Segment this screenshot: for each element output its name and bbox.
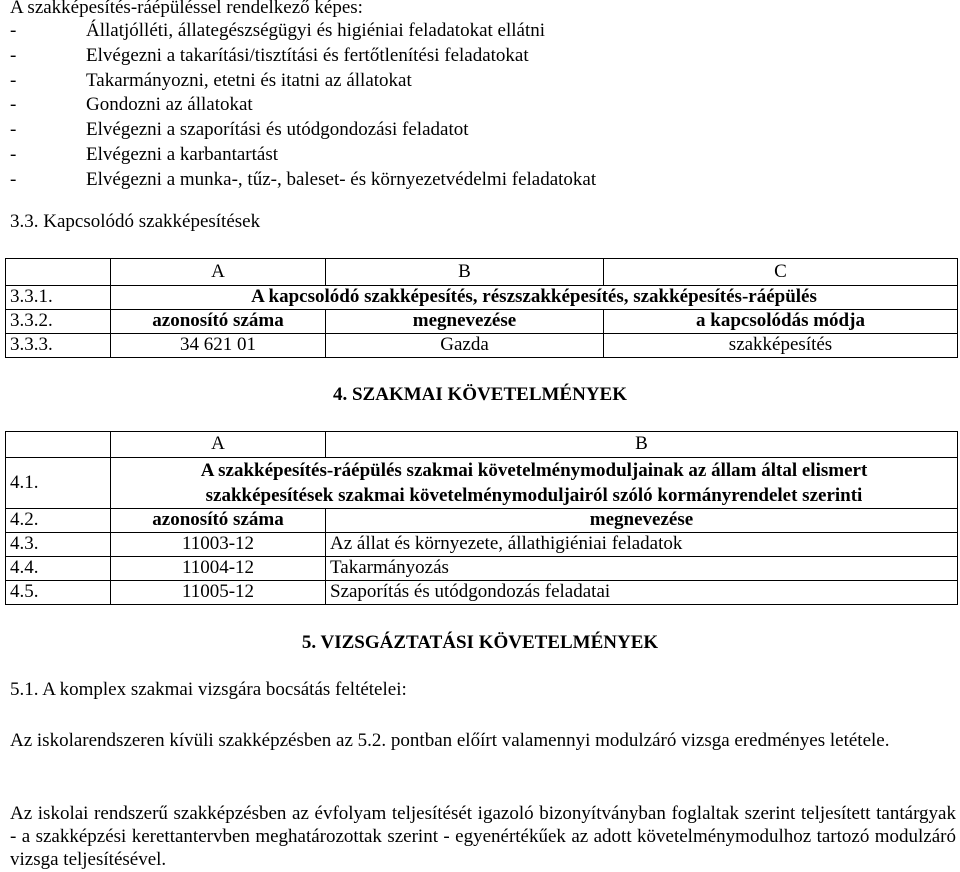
table-row: [6, 259, 958, 286]
table-row: [6, 509, 958, 533]
row-number: 4.3.: [6, 533, 111, 557]
row-number: 4.4.: [6, 557, 111, 581]
section-5-heading: 5. VIZSGÁZTATÁSI KÖVETELMÉNYEK: [301, 632, 659, 653]
table-caption: A kapcsolódó szakképesítés, részszakképesítés, szakképesítés-ráépülés: [111, 286, 958, 310]
table-row: [6, 310, 958, 334]
column-letter: A: [111, 432, 326, 458]
professional-requirements-table: [5, 431, 958, 605]
table-cell: szakképesítés: [604, 334, 958, 358]
table-caption: A szakképesítés-ráépülés szakmai követelménymoduljainak az állam által elismert szakképesítések szakmai követelménymoduljairól szóló kormányrendelet szerinti: [111, 458, 958, 509]
column-header: megnevezése: [326, 310, 604, 334]
row-number: 3.3.3.: [6, 334, 111, 358]
module-name: Az állat és környezete, állathigiéniai feladatok: [326, 533, 958, 557]
table-cell: Gazda: [326, 334, 604, 358]
table-row: [6, 286, 958, 310]
row-number: 3.3.1.: [6, 286, 111, 310]
related-qualifications-table: [5, 258, 958, 358]
table-cell: 34 621 01: [111, 334, 326, 358]
row-number: 3.3.2.: [6, 310, 111, 334]
table-row: [6, 458, 958, 509]
module-code: 11003-12: [111, 533, 326, 557]
module-name: Szaporítás és utódgondozás feladatai: [326, 581, 958, 605]
column-header: megnevezése: [326, 509, 958, 533]
module-name: Takarmányozás: [326, 557, 958, 581]
column-header: azonosító száma: [111, 310, 326, 334]
row-number: 4.1.: [6, 458, 111, 509]
section-5-1-heading: 5.1. A komplex szakmai vizsgára bocsátás feltételei:: [10, 679, 407, 700]
table-row: [6, 334, 958, 358]
row-number: 4.2.: [6, 509, 111, 533]
column-header: a kapcsolódás módja: [604, 310, 958, 334]
section-3-3-heading: 3.3. Kapcsolódó szakképesítések: [10, 211, 261, 232]
table-row: [6, 581, 958, 605]
column-letter: C: [604, 259, 958, 286]
paragraph-external-training: Az iskolarendszeren kívüli szakképzésben az 5.2. pontban előírt valamennyi modulzáró vizsga eredményes letétele.: [10, 730, 890, 751]
row-number: 4.5.: [6, 581, 111, 605]
table-row: [6, 533, 958, 557]
table-row: [6, 557, 958, 581]
section-4-heading: 4. SZAKMAI KÖVETELMÉNYEK: [332, 384, 627, 405]
column-letter: B: [326, 259, 604, 286]
table-row: [6, 432, 958, 458]
module-code: 11005-12: [111, 581, 326, 605]
column-header: azonosító száma: [111, 509, 326, 533]
intro-heading: A szakképesítés-ráépüléssel rendelkező képes:: [10, 0, 363, 18]
module-code: 11004-12: [111, 557, 326, 581]
column-letter: B: [326, 432, 958, 458]
column-letter: A: [111, 259, 326, 286]
paragraph-school-training: Az iskolai rendszerű szakképzésben az évfolyam teljesítését igazoló bizonyítványban foglaltak szerint teljesített tantárgyak - a szakképzési kerettantervben meghatározottak szerint - egyenértékűek az adott követelménymodulhoz tartozó modulzáró vizsga teljesítésével.: [10, 803, 956, 870]
